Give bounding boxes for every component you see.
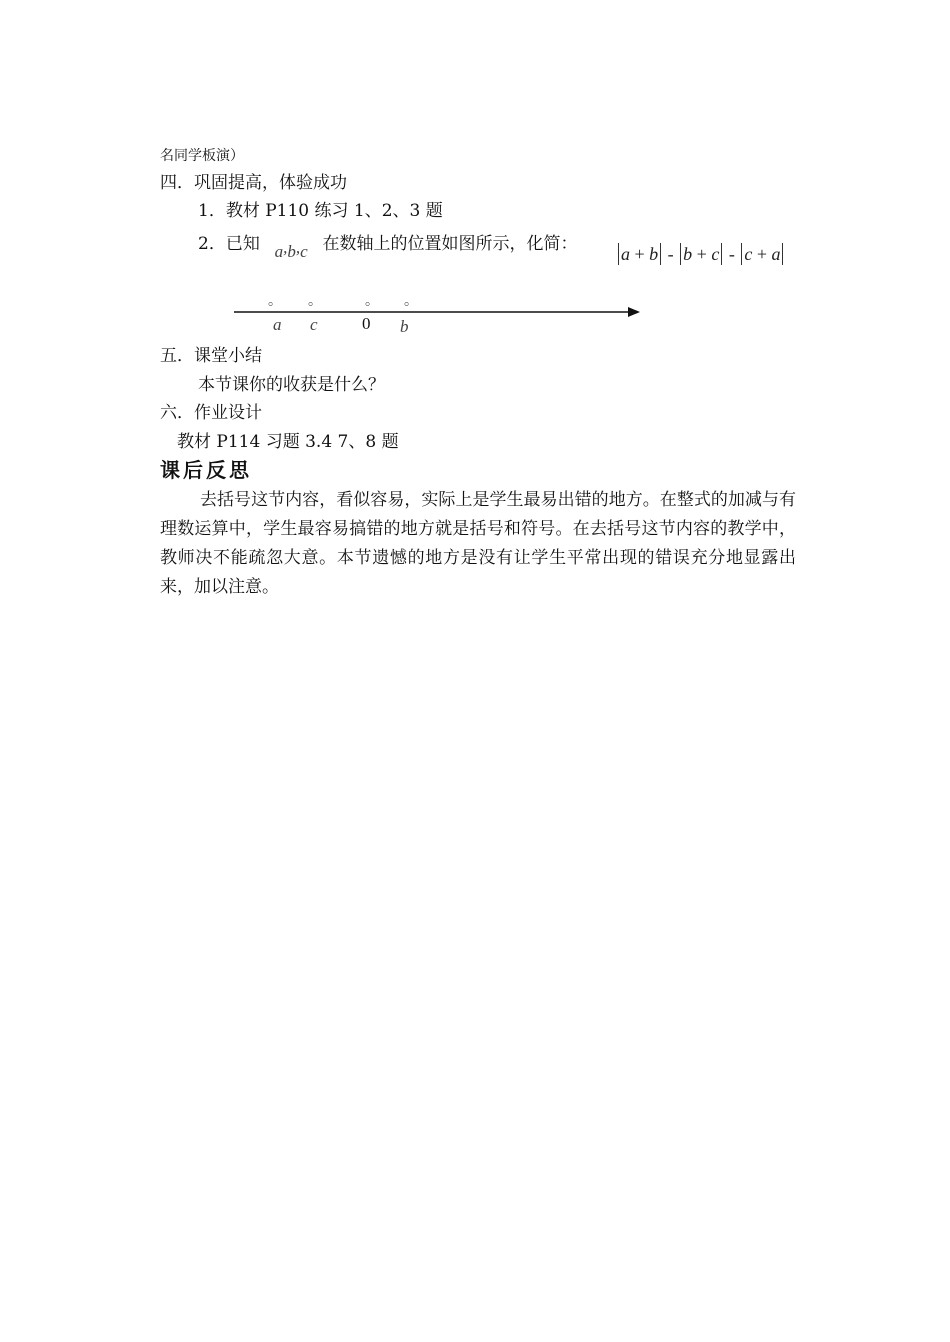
absolute-value-expression	[616, 243, 785, 265]
abs-bar	[721, 243, 722, 265]
reflection-heading: 课后反思	[160, 458, 252, 482]
term-a: a	[621, 244, 630, 264]
line-students-board: 名同学板演）	[160, 148, 244, 164]
term-b: b	[683, 244, 693, 264]
minus-sign: -	[667, 244, 674, 264]
exercise-item-1: 1．教材 P110 练习 1、2、3 题	[198, 201, 443, 221]
var-c: c	[300, 242, 308, 261]
plus-sign: +	[696, 244, 707, 264]
abs-bar	[680, 243, 681, 265]
section-six-heading: 六．作业设计	[160, 403, 262, 423]
point-marker-zero: 。	[365, 294, 379, 309]
exercise-item-2-prefix: 2．已知	[198, 234, 260, 254]
plus-sign: +	[634, 244, 645, 264]
comma-2: ,	[295, 238, 301, 257]
abs-bar	[660, 243, 661, 265]
term-c: c	[711, 244, 720, 264]
point-marker-a: 。	[268, 294, 282, 309]
var-a: a	[274, 242, 284, 261]
reflection-paragraph: 去括号这节内容，看似容易，实际上是学生最易出错的地方。在整式的加减与有理数运算中，学生最容易搞错的地方就是括号和符号。在去括号这节内容的教学中，教师决不能疏忽大意。本节遗憾的地方是没有让学生平常出现的错误充分地显露出来，加以注意。	[160, 490, 796, 597]
point-marker-c: 。	[308, 294, 322, 309]
label-c: c	[310, 315, 318, 334]
exercise-item-2-suffix: 在数轴上的位置如图所示，化简：	[322, 234, 578, 254]
abs-bar	[741, 243, 742, 265]
term-b: b	[649, 244, 659, 264]
term-c: c	[744, 244, 753, 264]
term-a: a	[771, 244, 781, 264]
summary-question: 本节课你的收获是什么？	[198, 375, 385, 395]
abs-bar	[782, 243, 783, 265]
number-line-figure	[0, 280, 950, 340]
section-four-heading: 四．巩固提高，体验成功	[160, 173, 347, 193]
label-a: a	[273, 315, 282, 334]
comma-1: ,	[283, 238, 288, 257]
point-marker-b: 。	[404, 294, 418, 309]
section-five-heading: 五．课堂小结	[160, 346, 262, 366]
label-zero: 0	[362, 314, 371, 333]
exercise-item-2	[198, 233, 578, 261]
abs-bar	[618, 243, 619, 265]
var-b: b	[287, 242, 296, 261]
minus-sign: -	[728, 244, 735, 264]
arrow-head-icon	[628, 307, 640, 317]
label-b: b	[400, 317, 409, 336]
plus-sign: +	[756, 244, 767, 264]
homework-assignment: 教材 P114 习题 3.4 7、8 题	[177, 432, 399, 452]
